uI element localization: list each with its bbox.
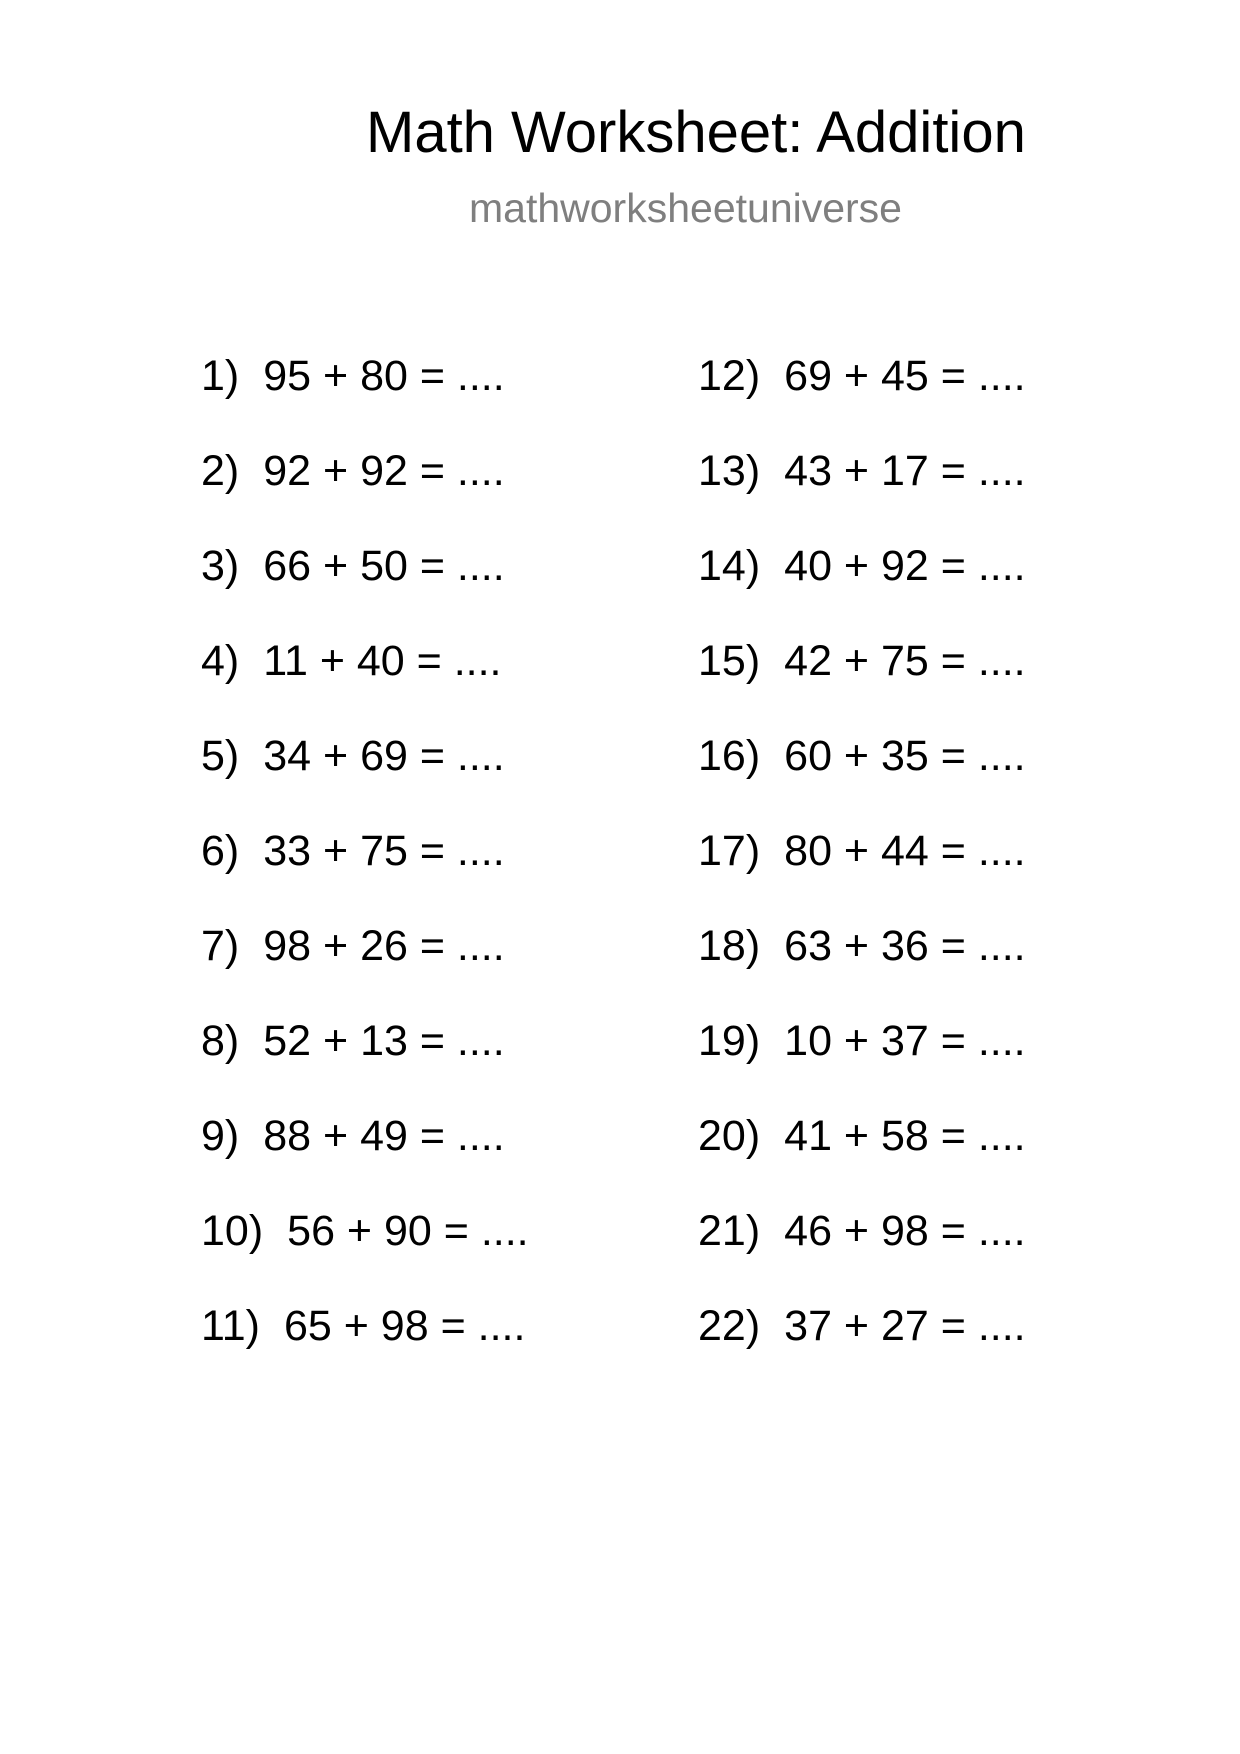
problem-number: 20)	[698, 1112, 761, 1160]
problem-number: 5)	[201, 732, 240, 780]
problem-number: 11)	[201, 1302, 260, 1350]
problem-number: 17)	[698, 827, 761, 875]
problem-item	[698, 445, 1026, 540]
problem-expression: 92 + 92 = ....	[263, 447, 505, 495]
problem-item	[698, 1205, 1026, 1300]
problem-item	[201, 1300, 529, 1395]
problem-expression: 42 + 75 = ....	[784, 637, 1026, 685]
problem-number: 10)	[201, 1207, 264, 1255]
problem-number: 8)	[201, 1017, 240, 1065]
problem-number: 22)	[698, 1302, 761, 1350]
problem-expression: 63 + 36 = ....	[784, 922, 1026, 970]
problem-number: 18)	[698, 922, 761, 970]
problem-expression: 37 + 27 = ....	[784, 1302, 1026, 1350]
problem-item	[201, 350, 529, 445]
problem-expression: 11 + 40 = ....	[263, 637, 502, 685]
problem-expression: 88 + 49 = ....	[263, 1112, 505, 1160]
problem-item	[201, 920, 529, 1015]
problem-number: 6)	[201, 827, 240, 875]
problem-expression: 40 + 92 = ....	[784, 542, 1026, 590]
problem-number: 15)	[698, 637, 761, 685]
problem-expression: 60 + 35 = ....	[784, 732, 1026, 780]
problem-item	[698, 825, 1026, 920]
problem-item	[698, 635, 1026, 730]
problem-item	[201, 635, 529, 730]
problem-number: 14)	[698, 542, 761, 590]
problem-list-right	[698, 350, 1026, 1395]
problem-expression: 10 + 37 = ....	[784, 1017, 1026, 1065]
problem-number: 9)	[201, 1112, 240, 1160]
problem-item	[698, 540, 1026, 635]
problem-item	[201, 540, 529, 635]
problem-expression: 52 + 13 = ....	[263, 1017, 505, 1065]
problem-item	[698, 920, 1026, 1015]
problem-number: 1)	[201, 352, 240, 400]
problem-expression: 33 + 75 = ....	[263, 827, 505, 875]
problem-expression: 46 + 98 = ....	[784, 1207, 1026, 1255]
problem-item	[201, 1015, 529, 1110]
problem-item	[201, 1110, 529, 1205]
problem-expression: 34 + 69 = ....	[263, 732, 505, 780]
problem-item	[201, 1205, 529, 1300]
problem-number: 4)	[201, 637, 240, 685]
problem-expression: 80 + 44 = ....	[784, 827, 1026, 875]
problem-number: 2)	[201, 447, 240, 495]
problem-number: 3)	[201, 542, 240, 590]
problem-expression: 69 + 45 = ....	[784, 352, 1026, 400]
problem-item	[698, 730, 1026, 825]
problem-item	[698, 350, 1026, 445]
problem-expression: 56 + 90 = ....	[287, 1207, 529, 1255]
problem-number: 12)	[698, 352, 761, 400]
problem-number: 16)	[698, 732, 761, 780]
problem-list-left	[201, 350, 529, 1395]
problem-item	[201, 730, 529, 825]
page-title: Math Worksheet: Addition	[366, 100, 1026, 165]
problem-expression: 66 + 50 = ....	[263, 542, 505, 590]
problem-expression: 43 + 17 = ....	[784, 447, 1026, 495]
problem-item	[698, 1300, 1026, 1395]
problem-number: 7)	[201, 922, 240, 970]
problem-item	[201, 445, 529, 540]
problem-number: 19)	[698, 1017, 761, 1065]
problem-number: 21)	[698, 1207, 761, 1255]
page-subtitle: mathworksheetuniverse	[469, 185, 902, 231]
problem-expression: 65 + 98 = ....	[283, 1302, 526, 1350]
problem-expression: 95 + 80 = ....	[263, 352, 505, 400]
problem-item	[201, 825, 529, 920]
problem-item	[698, 1015, 1026, 1110]
problem-item	[698, 1110, 1026, 1205]
problem-number: 13)	[698, 447, 761, 495]
problem-expression: 98 + 26 = ....	[263, 922, 505, 970]
problem-expression: 41 + 58 = ....	[784, 1112, 1026, 1160]
